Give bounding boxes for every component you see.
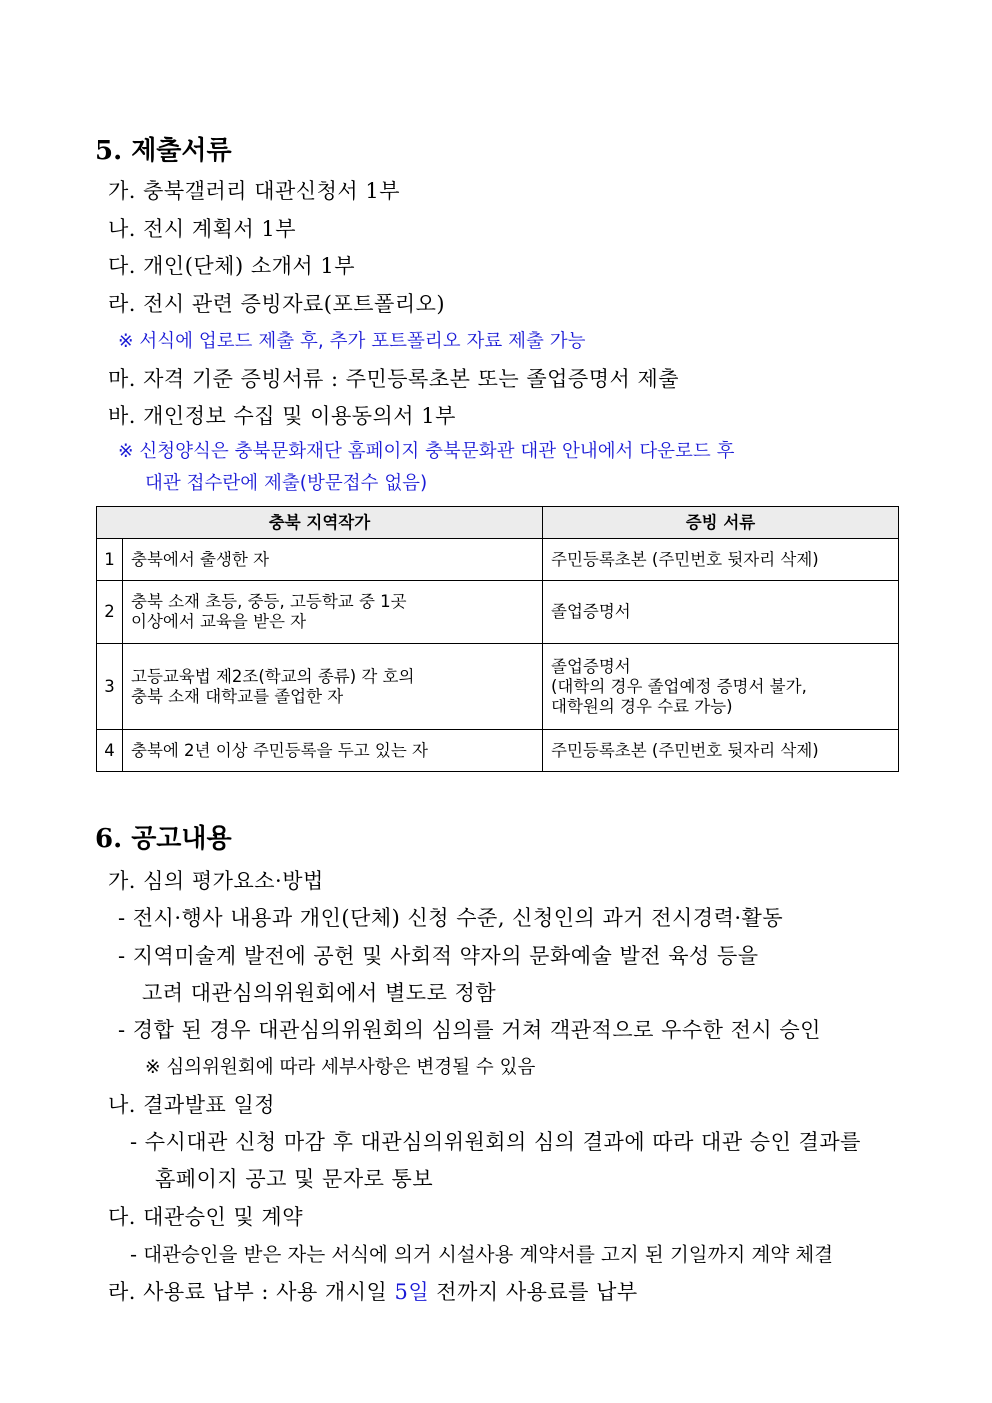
row-number: 4 (97, 730, 123, 772)
table-header-row (97, 507, 899, 539)
row-criteria: 충북 소재 초등, 중등, 고등학교 중 1곳 이상에서 교육을 받은 자 (123, 581, 543, 644)
eligibility-table (96, 506, 899, 772)
bullet-item: - 지역미술계 발전에 공헌 및 사회적 약자의 문화예술 발전 육성 등을 (118, 944, 759, 968)
row-document: 졸업증명서 (대학의 경우 졸업예정 증명서 불가, 대학원의 경우 수료 가능) (543, 644, 899, 730)
table-header-criteria: 충북 지역작가 (97, 507, 543, 539)
subsection-title: 다. 대관승인 및 계약 (108, 1205, 303, 1229)
table-row (97, 644, 899, 730)
row-criteria: 충북에서 출생한 자 (123, 539, 543, 581)
table-row (97, 730, 899, 772)
subsection-title: 가. 심의 평가요소·방법 (108, 869, 324, 893)
review-note: ※ 심의위원회에 따라 세부사항은 변경될 수 있음 (145, 1057, 536, 1078)
row-criteria: 고등교육법 제2조(학교의 종류) 각 호의 충북 소재 대학교를 졸업한 자 (123, 644, 543, 730)
bullet-item: - 대관승인을 받은 자는 서식에 의거 시설사용 계약서를 고지 된 기일까지 계약 체결 (130, 1243, 834, 1266)
bullet-item-cont: 홈페이지 공고 및 문자로 통보 (155, 1167, 434, 1191)
list-item: 바. 개인정보 수집 및 이용동의서 1부 (108, 404, 456, 428)
subsection-title: 나. 결과발표 일정 (108, 1093, 276, 1117)
list-item: 가. 충북갤러리 대관신청서 1부 (108, 179, 400, 203)
section-5-heading: 5. 제출서류 (95, 136, 232, 166)
fee-payment-suffix: 전까지 사용료를 납부 (429, 1280, 638, 1304)
list-item: 다. 개인(단체) 소개서 1부 (108, 254, 356, 278)
row-criteria: 충북에 2년 이상 주민등록을 두고 있는 자 (123, 730, 543, 772)
fee-deadline-days: 5일 (394, 1280, 430, 1304)
fee-payment-prefix: 라. 사용료 납부 : 사용 개시일 (108, 1280, 395, 1304)
fee-payment-line (108, 1276, 638, 1306)
bullet-item-cont: 고려 대관심의위원회에서 별도로 정함 (142, 981, 497, 1005)
bullet-item: - 수시대관 신청 마감 후 대관심의위원회의 심의 결과에 따라 대관 승인 결과를 (130, 1130, 861, 1154)
form-download-note-cont: 대관 접수란에 제출(방문접수 없음) (145, 473, 428, 494)
row-number: 1 (97, 539, 123, 581)
row-number: 2 (97, 581, 123, 644)
row-document: 주민등록초본 (주민번호 뒷자리 삭제) (543, 730, 899, 772)
table-row (97, 581, 899, 644)
table-row (97, 539, 899, 581)
portfolio-note: ※ 서식에 업로드 제출 후, 추가 포트폴리오 자료 제출 가능 (118, 331, 586, 352)
bullet-item: - 경합 된 경우 대관심의위원회의 심의를 거쳐 객관적으로 우수한 전시 승인 (118, 1018, 821, 1042)
bullet-item: - 전시·행사 내용과 개인(단체) 신청 수준, 신청인의 과거 전시경력·활동 (118, 906, 784, 930)
row-document: 졸업증명서 (543, 581, 899, 644)
row-number: 3 (97, 644, 123, 730)
row-document: 주민등록초본 (주민번호 뒷자리 삭제) (543, 539, 899, 581)
table-header-docs: 증빙 서류 (543, 507, 899, 539)
list-item: 라. 전시 관련 증빙자료(포트폴리오) (108, 292, 446, 316)
list-item: 나. 전시 계획서 1부 (108, 217, 297, 241)
form-download-note: ※ 신청양식은 충북문화재단 홈페이지 충북문화관 대관 안내에서 다운로드 후 (118, 441, 735, 462)
list-item: 마. 자격 기준 증빙서류 : 주민등록초본 또는 졸업증명서 제출 (108, 367, 680, 391)
section-6-heading: 6. 공고내용 (95, 824, 232, 854)
